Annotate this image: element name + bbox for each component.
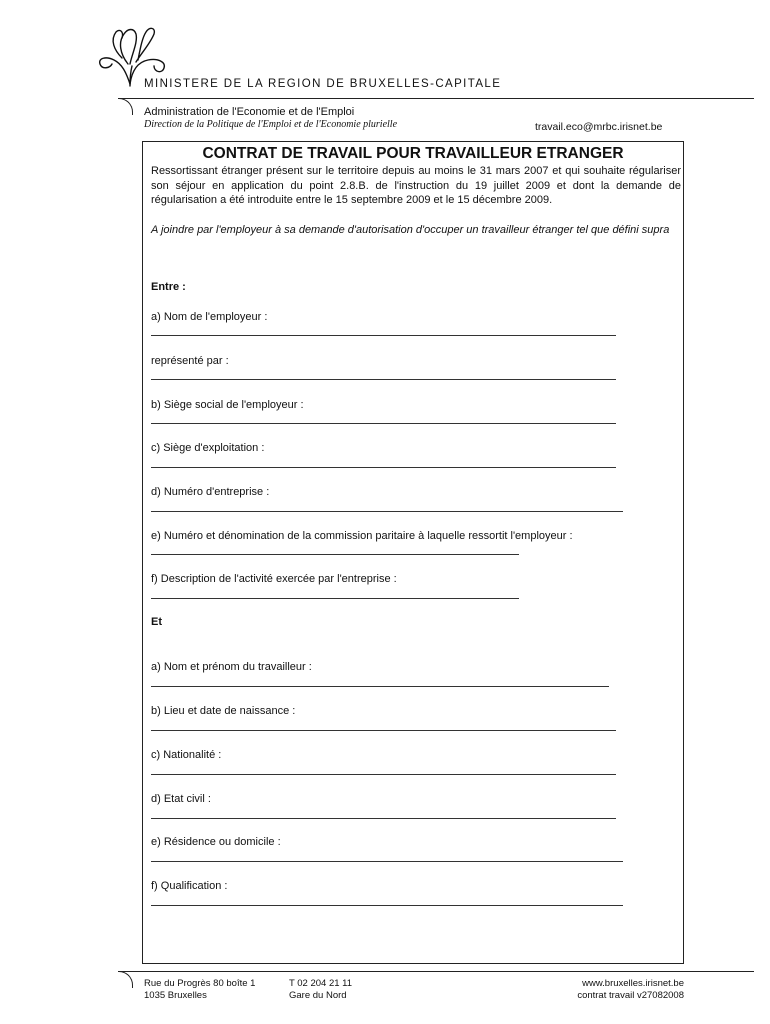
- footer-version: contrat travail v27082008: [577, 990, 684, 1001]
- field-line-qualification[interactable]: [151, 905, 623, 906]
- section-entre-label: Entre :: [151, 281, 186, 293]
- field-label-company-number: d) Numéro d'entreprise :: [151, 486, 270, 498]
- footer-meta: [520, 978, 684, 1002]
- footer-address-line2: 1035 Bruxelles: [144, 990, 207, 1001]
- footer-contact: [289, 978, 352, 1002]
- field-line-joint-committee[interactable]: [151, 554, 519, 555]
- field-label-employer-name: a) Nom de l'employeur :: [151, 311, 268, 323]
- footer-rule: [118, 971, 754, 972]
- field-label-nationality: c) Nationalité :: [151, 749, 222, 761]
- instruction-note: A joindre par l'employeur à sa demande d'autorisation d'occuper un travailleur étranger tel que défini supra: [151, 224, 670, 236]
- field-line-worker-name[interactable]: [151, 686, 609, 687]
- direction-name: Direction de la Politique de l'Emploi et de l'Economie plurielle: [144, 119, 398, 130]
- field-line-company-number[interactable]: [151, 511, 623, 512]
- field-line-civil-status[interactable]: [151, 818, 616, 819]
- field-line-residence[interactable]: [151, 861, 623, 862]
- footer-phone: T 02 204 21 11: [289, 978, 353, 989]
- field-label-represented-by: représenté par :: [151, 355, 229, 367]
- field-label-activity-description: f) Description de l'activité exercée par l'entreprise :: [151, 573, 397, 585]
- field-label-operating-site: c) Siège d'exploitation :: [151, 442, 265, 454]
- intro-paragraph: Ressortissant étranger présent sur le territoire depuis au moins le 31 mars 2007 et qui souhaite régulariser son séjour en application du point 2.8.B. de l'instruction du 19 juillet 2009 et dont la demande de régularisation a été introduite entre le 15 septembre 2009 et le 15 décembre 2009.: [151, 165, 681, 206]
- footer-address-line1: Rue du Progrès 80 boîte 1: [144, 978, 256, 989]
- header-hook-ornament: [118, 98, 133, 115]
- field-line-nationality[interactable]: [151, 774, 616, 775]
- footer-website[interactable]: www.bruxelles.irisnet.be: [582, 978, 684, 989]
- header-rule: [118, 98, 754, 99]
- field-line-activity-description[interactable]: [151, 598, 519, 599]
- field-line-employer-name[interactable]: [151, 335, 616, 336]
- field-label-head-office: b) Siège social de l'employeur :: [151, 399, 304, 411]
- section-et-label: Et: [151, 616, 162, 628]
- field-label-residence: e) Résidence ou domicile :: [151, 836, 281, 848]
- field-line-head-office[interactable]: [151, 423, 616, 424]
- footer-hook-ornament: [118, 971, 133, 988]
- footer-station: Gare du Nord: [289, 990, 347, 1001]
- field-label-birth-place-date: b) Lieu et date de naissance :: [151, 705, 296, 717]
- field-label-worker-name: a) Nom et prénom du travailleur :: [151, 661, 312, 673]
- field-line-operating-site[interactable]: [151, 467, 616, 468]
- document-title: CONTRAT DE TRAVAIL POUR TRAVAILLEUR ETRANGER: [202, 145, 624, 162]
- administration-name: Administration de l'Economie et de l'Emploi: [144, 106, 355, 118]
- field-label-joint-committee: e) Numéro et dénomination de la commission paritaire à laquelle ressortit l'employeur :: [151, 530, 573, 542]
- field-line-represented-by[interactable]: [151, 379, 616, 380]
- field-line-birth-place-date[interactable]: [151, 730, 616, 731]
- field-label-qualification: f) Qualification :: [151, 880, 228, 892]
- contact-email[interactable]: travail.eco@mrbc.irisnet.be: [535, 121, 663, 133]
- footer-address: [144, 978, 255, 1002]
- ministry-name: MINISTERE DE LA REGION DE BRUXELLES-CAPITALE: [144, 78, 502, 90]
- field-label-civil-status: d) Etat civil :: [151, 793, 211, 805]
